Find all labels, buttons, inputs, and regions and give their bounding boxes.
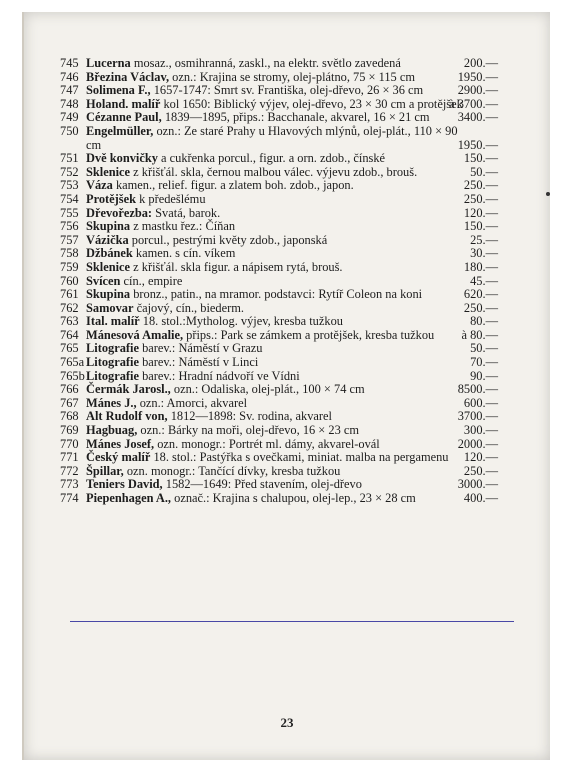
lot-number: 745 bbox=[60, 56, 79, 70]
lot-description: 18. stol.: Pastýřka s ovečkami, miniat. malba na pergamenu bbox=[150, 450, 449, 465]
lot-number: 747 bbox=[60, 83, 79, 98]
catalog-entry bbox=[24, 410, 550, 424]
lot-price: 200.— bbox=[463, 56, 498, 70]
lot-description: barev.: Hradní nádvoří ve Vídni bbox=[139, 368, 300, 383]
lot-description: k předešlému bbox=[136, 191, 206, 206]
lot-name: Solimena F., bbox=[86, 83, 151, 98]
lot-description: ozn.: Bárky na moři, olej-dřevo, 16 × 23 cm bbox=[137, 423, 360, 438]
catalog-entry bbox=[24, 342, 550, 356]
lot-name: Čermák Jarosl., bbox=[86, 382, 171, 397]
lot-price: 80.— bbox=[470, 314, 498, 329]
catalog-entry bbox=[24, 465, 550, 479]
lot-description: z mastku řez.: Číňan bbox=[130, 219, 236, 234]
catalog-entry bbox=[24, 193, 550, 207]
lot-name: Váza bbox=[86, 178, 113, 193]
lot-name: Lucerna bbox=[86, 56, 131, 70]
lot-description: barev.: Náměstí v Grazu bbox=[139, 341, 263, 356]
lot-description: označ.: Krajina s chalupou, olej-lep., 23 × 28 cm bbox=[171, 491, 416, 505]
lot-name: Protějšek bbox=[86, 191, 137, 206]
lot-description: a cukřenkа porcul., figur. a orn. zdob., čínské bbox=[157, 151, 386, 166]
lot-number: 746 bbox=[60, 69, 79, 84]
catalog-entry bbox=[24, 370, 550, 384]
lot-price: 2000.— bbox=[457, 436, 498, 451]
catalog-entry bbox=[24, 492, 550, 506]
lot-number: 759 bbox=[60, 259, 79, 274]
catalog-entry bbox=[24, 84, 550, 98]
lot-number: 772 bbox=[60, 463, 79, 478]
catalog-entry bbox=[24, 152, 550, 166]
lot-description: ozn. monogr.: Tančící dívky, kresba tužkou bbox=[123, 463, 341, 478]
lot-description: ozn.: Amorci, akvarel bbox=[136, 395, 248, 410]
lot-name: Skupina bbox=[86, 219, 131, 234]
lot-number: 767 bbox=[60, 395, 79, 410]
lot-description: bronz., patin., na mramor. podstavci: Rytíř Coleon na koni bbox=[130, 287, 423, 302]
lot-number: 766 bbox=[60, 382, 79, 397]
lot-description: 1812—1898: Sv. rodina, akvarel bbox=[167, 409, 332, 424]
catalog-entry bbox=[24, 98, 550, 112]
lot-name: Sklenice bbox=[86, 259, 131, 274]
page-number: 23 bbox=[280, 715, 294, 730]
lot-price: 3000.— bbox=[457, 477, 498, 492]
lot-name: Litografie bbox=[86, 355, 139, 370]
lot-price: 120.— bbox=[463, 450, 498, 465]
lot-name: Špillar, bbox=[86, 463, 124, 478]
auction-catalog-list bbox=[24, 57, 550, 506]
lot-number: 774 bbox=[60, 491, 79, 505]
lot-description: kamen. s cín. víkem bbox=[132, 246, 236, 261]
lot-description: kol 1650: Biblický výjev, olej-dřevo, 23 × 30 cm a protějšek bbox=[160, 96, 463, 111]
lot-name: Mánesová Amalie, bbox=[86, 327, 184, 342]
lot-price: 3400.— bbox=[457, 110, 498, 125]
lot-price: 400.— bbox=[463, 491, 498, 505]
catalog-entry bbox=[24, 302, 550, 316]
highlight-rule bbox=[70, 621, 514, 622]
catalog-entry bbox=[24, 329, 550, 343]
catalog-entry bbox=[24, 275, 550, 289]
catalog-entry bbox=[24, 315, 550, 329]
lot-number: 763 bbox=[60, 314, 79, 329]
lot-name: Holand. malíř bbox=[86, 96, 161, 111]
lot-name: Teniers David, bbox=[86, 477, 163, 492]
lot-name: Dřevořezba: bbox=[86, 205, 153, 220]
lot-name: Piepenhagen A., bbox=[86, 491, 172, 505]
lot-number: 755 bbox=[60, 205, 79, 220]
catalog-entry bbox=[24, 179, 550, 193]
lot-price: 50.— bbox=[470, 164, 498, 179]
lot-name: Skupina bbox=[86, 287, 131, 302]
lot-price: 25.— bbox=[470, 232, 498, 247]
lot-description: Svatá, barok. bbox=[152, 205, 221, 220]
lot-name: Dvě konvičky bbox=[86, 151, 158, 166]
catalog-entry bbox=[24, 383, 550, 397]
lot-number: 773 bbox=[60, 477, 79, 492]
lot-price: à 3700.— bbox=[449, 96, 498, 111]
lot-description: ozn.: Odaliska, olej-plát., 100 × 74 cm bbox=[170, 382, 365, 397]
lot-price: à 80.— bbox=[461, 327, 498, 342]
lot-price: 3700.— bbox=[457, 409, 498, 424]
lot-description: 1582—1649: Před stavením, olej-dřevo bbox=[162, 477, 362, 492]
lot-name: Samovar bbox=[86, 300, 134, 315]
catalog-entry bbox=[24, 207, 550, 221]
lot-description: 1839—1895, přips.: Bacchanale, akvarel, 16 × 21 cm bbox=[161, 110, 430, 125]
catalog-entry bbox=[24, 451, 550, 465]
lot-description: cín., empire bbox=[120, 273, 183, 288]
lot-description: přips.: Park se zámkem a protějšek, kresba tužkou bbox=[183, 327, 435, 342]
catalog-entry bbox=[24, 247, 550, 261]
lot-description: 1657-1747: Smrt sv. Františka, olej-dřevo, 26 × 36 cm bbox=[150, 83, 424, 98]
lot-name: Vázička bbox=[86, 232, 129, 247]
catalog-entry bbox=[24, 424, 550, 438]
lot-price: 1950.— bbox=[457, 69, 498, 84]
catalog-entry bbox=[24, 234, 550, 248]
lot-price: 70.— bbox=[470, 355, 498, 370]
lot-price: 45.— bbox=[470, 273, 498, 288]
lot-name: Sklenice bbox=[86, 164, 131, 179]
lot-number: 769 bbox=[60, 423, 79, 438]
lot-number: 765 bbox=[60, 341, 79, 356]
scanned-page bbox=[22, 12, 550, 760]
lot-number: 765b bbox=[60, 368, 85, 383]
lot-number: 750 bbox=[60, 123, 79, 138]
lot-description: ozn. monogr.: Portrét ml. dámy, akvarel-ovál bbox=[154, 436, 380, 451]
lot-price: 250.— bbox=[463, 463, 498, 478]
lot-description: kamen., relief. figur. a zlatem boh. zdob., japon. bbox=[112, 178, 354, 193]
catalog-entry bbox=[24, 356, 550, 370]
lot-price: 150.— bbox=[463, 219, 498, 234]
lot-description: 18. stol.:Mytholog. výjev, kresba tužkou bbox=[139, 314, 343, 329]
lot-number: 771 bbox=[60, 450, 79, 465]
lot-price: 600.— bbox=[463, 395, 498, 410]
lot-name: Litografie bbox=[86, 368, 139, 383]
lot-number: 753 bbox=[60, 178, 79, 193]
lot-number: 762 bbox=[60, 300, 79, 315]
lot-description: z křišťál. skla, černou malbou válec. výjevu zdob., brouš. bbox=[130, 164, 418, 179]
lot-name: Mánes J., bbox=[86, 395, 137, 410]
lot-name: Mánes Josef, bbox=[86, 436, 155, 451]
lot-price: 50.— bbox=[470, 341, 498, 356]
lot-description: mosaz., osmihranná, zaskl., na elektr. světlo zavedená bbox=[130, 56, 401, 70]
lot-price: 300.— bbox=[463, 423, 498, 438]
catalog-entry bbox=[24, 288, 550, 302]
catalog-entry bbox=[24, 111, 550, 125]
lot-price: 250.— bbox=[463, 191, 498, 206]
lot-price: 150.— bbox=[463, 151, 498, 166]
lot-description: z křišťál. skla figur. a nápisem rytá, brouš. bbox=[130, 259, 343, 274]
lot-number: 757 bbox=[60, 232, 79, 247]
lot-price: 120.— bbox=[463, 205, 498, 220]
lot-number: 764 bbox=[60, 327, 79, 342]
lot-price: 90.— bbox=[470, 368, 498, 383]
lot-name: Cézanne Paul, bbox=[86, 110, 162, 125]
catalog-entry bbox=[24, 57, 550, 71]
lot-name: Březina Václav, bbox=[86, 69, 170, 84]
lot-name: Džbánek bbox=[86, 246, 133, 261]
lot-price: 2900.— bbox=[457, 83, 498, 98]
lot-number: 751 bbox=[60, 151, 79, 166]
lot-price: 250.— bbox=[463, 300, 498, 315]
lot-price: 620.— bbox=[463, 287, 498, 302]
lot-name: Svícen bbox=[86, 273, 121, 288]
catalog-entry bbox=[24, 438, 550, 452]
lot-number: 752 bbox=[60, 164, 79, 179]
catalog-entry bbox=[24, 166, 550, 180]
lot-description: porcul., pestrými květy zdob., japonská bbox=[128, 232, 328, 247]
catalog-entry bbox=[24, 261, 550, 275]
lot-name: Ital. malíř bbox=[86, 314, 140, 329]
catalog-entry bbox=[24, 125, 550, 152]
lot-name: Alt Rudolf von, bbox=[86, 409, 168, 424]
lot-number: 770 bbox=[60, 436, 79, 451]
lot-description: barev.: Náměstí v Linci bbox=[139, 355, 259, 370]
lot-number: 756 bbox=[60, 219, 79, 234]
lot-price: 250.— bbox=[463, 178, 498, 193]
lot-price: 8500.— bbox=[457, 382, 498, 397]
catalog-entry bbox=[24, 220, 550, 234]
lot-number: 760 bbox=[60, 273, 79, 288]
lot-name: Litografie bbox=[86, 341, 139, 356]
lot-number: 754 bbox=[60, 191, 79, 206]
lot-description: ozn.: Ze staré Prahy u Hlavových mlýnů, olej-plát., 110 × 90 cm bbox=[86, 123, 458, 152]
lot-name: Český malíř bbox=[86, 450, 151, 465]
lot-name: Hagbuag, bbox=[86, 423, 138, 438]
lot-number: 761 bbox=[60, 287, 79, 302]
lot-number: 768 bbox=[60, 409, 79, 424]
catalog-entry bbox=[24, 478, 550, 492]
lot-price: 1950.— bbox=[457, 137, 498, 152]
lot-price: 30.— bbox=[470, 246, 498, 261]
lot-description: čajový, cín., biederm. bbox=[133, 300, 244, 315]
lot-number: 749 bbox=[60, 110, 79, 125]
lot-number: 748 bbox=[60, 96, 79, 111]
lot-name: Engelmüller, bbox=[86, 123, 154, 138]
catalog-entry bbox=[24, 71, 550, 85]
lot-number: 765a bbox=[60, 355, 85, 370]
lot-price: 180.— bbox=[463, 259, 498, 274]
lot-description: ozn.: Krajina se stromy, olej-plátno, 75 × 115 cm bbox=[169, 69, 415, 84]
catalog-entry bbox=[24, 397, 550, 411]
lot-number: 758 bbox=[60, 246, 79, 261]
